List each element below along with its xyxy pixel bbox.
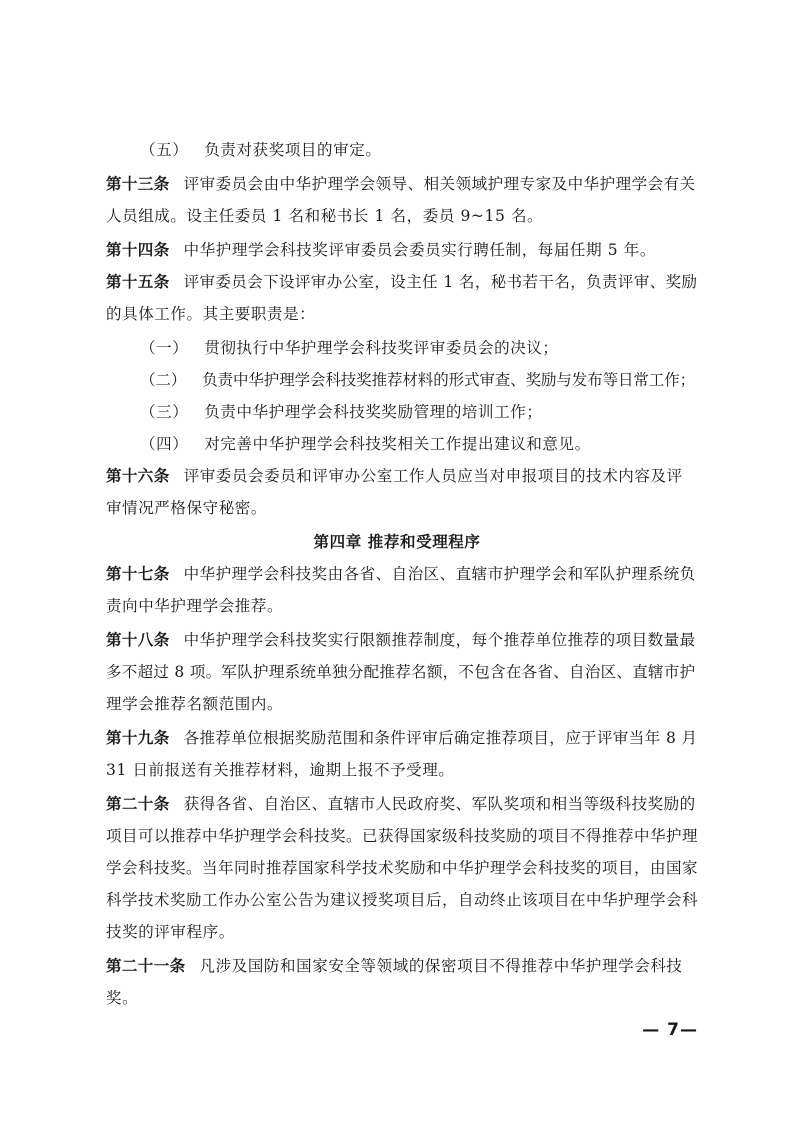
article-text: 评审委员会下设评审办公室，设主任 1 名，秘书若干名，负责评审、奖励	[183, 273, 698, 291]
article-18	[106, 628, 698, 652]
article-label: 第二十一条	[106, 957, 186, 975]
duty-text: 负责中华护理学会科技奖推荐材料的形式审查、奖励与发布等日常工作；	[202, 371, 696, 389]
article-label: 第十五条	[106, 273, 170, 291]
duty-text: 负责中华护理学会科技奖奖励管理的培训工作；	[204, 403, 543, 421]
article-text: 中华护理学会科技奖由各省、自治区、直辖市护理学会和军队护理系统负	[183, 565, 696, 583]
article-21	[106, 954, 698, 978]
duty-enum: （二）	[140, 371, 187, 389]
article-text: 评审委员会委员和评审办公室工作人员应当对申报项目的技术内容及评	[183, 467, 683, 485]
duty-enum: （四）	[140, 435, 189, 453]
article-16-continuation: 审情况严格保守秘密。	[106, 499, 268, 517]
article-label: 第十四条	[106, 241, 170, 259]
article-20-continuation-1: 项目可以推荐中华护理学会科技奖。已获得国家级科技奖励的项目不得推荐中华护理	[106, 827, 699, 845]
article-label: 第十九条	[106, 729, 170, 747]
article-label: 第十七条	[106, 565, 170, 583]
clause-item-5	[140, 138, 698, 162]
article-19-continuation: 31 日前报送有关推荐材料，逾期上报不予受理。	[106, 761, 455, 779]
article-20	[106, 792, 698, 816]
article-text: 中华护理学会科技奖实行限额推荐制度，每个推荐单位推荐的项目数量最	[183, 631, 696, 649]
duty-item-3	[140, 400, 698, 424]
article-17	[106, 562, 698, 586]
duty-enum: （一）	[140, 339, 189, 357]
article-14	[106, 238, 698, 262]
article-15	[106, 270, 698, 294]
article-16	[106, 464, 698, 488]
duty-enum: （三）	[140, 403, 189, 421]
page-number: — 7—	[642, 1020, 698, 1040]
article-label: 第十三条	[106, 175, 170, 193]
article-text: 评审委员会由中华护理学会领导、相关领域护理专家及中华护理学会有关	[183, 175, 696, 193]
article-19	[106, 726, 698, 750]
article-text: 获得各省、自治区、直辖市人民政府奖、军队奖项和相当等级科技奖励的	[183, 795, 696, 813]
article-21-continuation: 奖。	[106, 989, 139, 1007]
duty-item-4	[140, 432, 698, 456]
duty-text: 对完善中华护理学会科技奖相关工作提出建议和意见。	[204, 435, 591, 453]
article-label: 第十八条	[106, 631, 170, 649]
article-18-continuation-2: 理学会推荐名额范围内。	[106, 695, 284, 713]
article-15-continuation: 的具体工作。其主要职责是：	[106, 305, 316, 323]
article-20-continuation-4: 技奖的评审程序。	[106, 923, 235, 941]
duty-text: 贯彻执行中华护理学会科技奖评审委员会的决议；	[204, 339, 559, 357]
article-13-continuation: 人员组成。设主任委员 1 名和秘书长 1 名，委员 9~15 名。	[106, 207, 544, 225]
article-text: 凡涉及国防和国家安全等领域的保密项目不得推荐中华护理学会科技	[199, 957, 683, 975]
clause-text: 负责对获奖项目的审定。	[204, 141, 382, 159]
article-20-continuation-2: 学会科技奖。当年同时推荐国家科学技术奖励和中华护理学会科技奖的项目，由国家	[106, 859, 699, 877]
article-18-continuation-1: 多不超过 8 项。军队护理系统单独分配推荐名额，不包含在各省、自治区、直辖市护	[106, 663, 696, 681]
clause-enum: （五）	[140, 141, 189, 159]
article-17-continuation: 责向中华护理学会推荐。	[106, 597, 284, 615]
article-13	[106, 172, 698, 196]
chapter-heading: 第四章 推荐和受理程序	[313, 533, 481, 551]
duty-item-2	[140, 368, 698, 392]
article-text: 各推荐单位根据奖励范围和条件评审后确定推荐项目，应于评审当年 8 月	[183, 729, 698, 747]
article-label: 第十六条	[106, 467, 170, 485]
article-text: 中华护理学会科技奖评审委员会委员实行聘任制，每届任期 5 年。	[183, 241, 656, 259]
article-label: 第二十条	[106, 795, 170, 813]
duty-item-1	[140, 336, 698, 360]
article-20-continuation-3: 科学技术奖励工作办公室公告为建议授奖项目后，自动终止该项目在中华护理学会科	[106, 891, 699, 909]
